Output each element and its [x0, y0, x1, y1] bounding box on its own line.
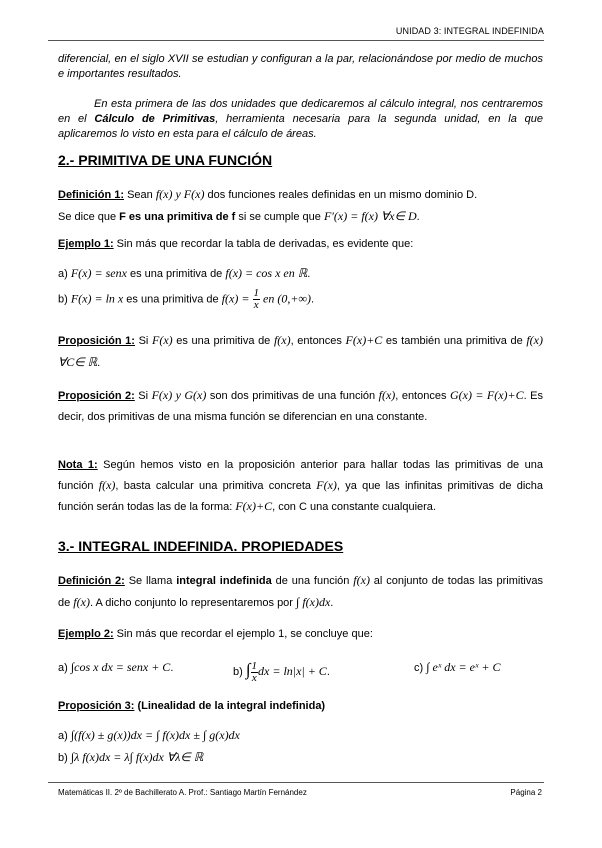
text: . A dicho conjunto lo representaremos por: [89, 597, 297, 609]
math: F(x)+C: [235, 499, 273, 513]
text: Si: [134, 335, 152, 347]
header-title: UNIDAD 3: INTEGRAL INDEFINIDA: [395, 26, 544, 36]
definition-2: [58, 570, 543, 614]
page-header: [48, 20, 544, 41]
math: f(x): [273, 333, 291, 347]
text: Si: [134, 390, 152, 402]
section-3-title: 3.- INTEGRAL INDEFINIDA. PROPIEDADES: [58, 538, 344, 554]
def1-text: dos funciones reales definidas en un mismo dominio D.: [204, 189, 478, 201]
text: es una primitiva de: [126, 268, 226, 280]
fraction-numerator: 1: [251, 659, 258, 672]
def1-text: Se dice que: [58, 211, 120, 223]
note-1-label: Nota 1:: [58, 459, 98, 471]
math: f(x): [378, 388, 396, 402]
math: F(x)+C: [345, 333, 383, 347]
def1-bold: F es una primitiva de f: [119, 211, 236, 223]
text: , ya que las infinitas primitivas de dicha función serán todas las de la forma:: [58, 480, 544, 513]
intro-text-2b: Cálculo de Primitivas: [94, 113, 216, 125]
text: es una primitiva de: [172, 335, 274, 347]
def1-text: .: [416, 211, 420, 223]
item-marker: c): [414, 662, 427, 674]
math: ∫ f(x)dx: [296, 595, 331, 609]
intro-paragraph-1: [58, 52, 543, 82]
example-2-item-c: [414, 660, 500, 675]
example-1-item-b: [58, 288, 314, 311]
intro-text-1: diferencial, en el siglo XVII se estudian y configuran a la par, relacionándose por medio de muchos e importantes resultados.: [58, 53, 543, 80]
math: dx = ln|x| + C: [258, 664, 327, 678]
text: .: [326, 666, 330, 678]
item-marker: a): [58, 662, 71, 674]
example-2-label: Ejemplo 2:: [58, 628, 114, 640]
math: F(x) y G(x): [151, 388, 207, 402]
math: F(x) = ln x: [70, 291, 124, 306]
proposition-3-item-b: [58, 750, 203, 765]
text: es una primitiva de: [123, 293, 222, 306]
footer-left-text: Matemáticas II. 2º de Bachillerato A. Prof.: Santiago Martín Fernández: [58, 788, 307, 797]
proposition-3-title: (Linealidad de la integral indefinida): [134, 700, 326, 712]
item-marker: b): [233, 666, 246, 678]
example-2-item-a: [58, 660, 173, 675]
math: f(x): [73, 595, 90, 609]
math: f(x) =: [221, 291, 250, 306]
text: , entonces: [290, 335, 346, 347]
text: Según hemos visto en la proposición anterior para hallar todas las primitivas de una función: [58, 459, 543, 492]
item-marker: a): [58, 268, 71, 280]
text: .: [330, 597, 334, 609]
fraction: [251, 661, 259, 684]
example-2-text: Sin más que recordar el ejemplo 1, se concluye que:: [113, 628, 373, 640]
text: son dos primitivas de una función: [206, 390, 379, 402]
math: f(x) ∀C∈ ℝ: [58, 333, 543, 369]
math: f(x): [98, 478, 116, 492]
text: . Es decir, dos primitivas de una misma función se diferencian en una constante.: [58, 390, 543, 423]
math: F(x): [152, 333, 173, 347]
intro-text-2a: En esta primera de las dos unidades que dedicaremos al cálculo integral, nos centraremos en el: [58, 98, 543, 125]
proposition-1: [58, 330, 543, 374]
item-marker: b): [58, 293, 71, 306]
math: ∫λ f(x)dx = λ∫ f(x)dx ∀λ∈ ℝ: [70, 750, 204, 764]
math: ∫ eˣ dx = eˣ + C: [426, 660, 501, 674]
text: .: [307, 268, 311, 280]
def1-text: Sean: [124, 189, 156, 201]
fraction-denominator: x: [253, 299, 259, 311]
text: .: [310, 293, 315, 306]
footer-page-number: Página 2: [510, 788, 542, 797]
proposition-2: [58, 385, 543, 428]
def1-text: si se cumple que: [235, 211, 324, 223]
proposition-3-heading: [58, 700, 325, 712]
definition-1-label: Definición 1:: [58, 189, 125, 201]
example-2-item-b: [233, 660, 330, 684]
text: al conjunto de todas las primitivas de: [58, 575, 543, 609]
text: de una función: [271, 575, 354, 587]
math: f(x) = cos x en ℝ: [225, 266, 308, 280]
definition-2-label: Definición 2:: [58, 575, 125, 587]
note-1: [58, 455, 543, 517]
proposition-3-label: Proposición 3:: [58, 700, 135, 712]
section-2-title: 2.- PRIMITIVA DE UNA FUNCIÓN: [58, 152, 273, 168]
math: F(x): [316, 478, 337, 492]
fraction-denominator: x: [251, 671, 257, 684]
integral-sign: ∫: [245, 660, 251, 679]
item-marker: b): [58, 752, 71, 764]
example-1-label: Ejemplo 1:: [58, 238, 114, 250]
math: ∫cos x dx = senx + C: [70, 660, 171, 674]
example-1-heading: [58, 238, 413, 250]
definition-1: [58, 184, 543, 228]
example-1-text: Sin más que recordar la tabla de derivadas, es evidente que:: [113, 238, 414, 250]
proposition-1-label: Proposición 1:: [58, 335, 135, 347]
math: F(x) = senx: [70, 266, 127, 280]
math: G(x) = F(x)+C: [449, 388, 524, 402]
fraction-numerator: 1: [253, 287, 259, 299]
page-footer: [48, 782, 544, 797]
text: , entonces: [395, 390, 450, 402]
text: .: [170, 662, 174, 674]
text: , con C una constante cualquiera.: [272, 501, 436, 513]
def1-math-1: f(x) y F(x): [155, 187, 205, 201]
item-marker: a): [58, 730, 71, 742]
math: en (0,+∞): [260, 291, 311, 306]
bold-text: integral indefinida: [176, 575, 272, 587]
text: .: [97, 357, 101, 369]
text: Se llama: [124, 575, 177, 587]
example-2-heading: [58, 628, 373, 640]
proposition-2-label: Proposición 2:: [58, 390, 135, 402]
def1-math-2: F′(x) = f(x) ∀x∈ D: [323, 209, 417, 223]
example-1-item-a: [58, 266, 310, 281]
math: f(x): [353, 573, 370, 587]
fraction: [253, 288, 261, 311]
intro-text-2c: , herramienta necesaria para la segunda unidad, en la que aplicaremos lo visto en esta para el cálculo de áreas.: [58, 113, 543, 140]
math: ∫(f(x) ± g(x))dx = ∫ f(x)dx ± ∫ g(x)dx: [70, 728, 240, 742]
intro-paragraph-2: [58, 97, 543, 142]
text: es también una primitiva de: [382, 335, 527, 347]
proposition-3-item-a: [58, 728, 240, 743]
text: , basta calcular una primitiva concreta: [115, 480, 317, 492]
